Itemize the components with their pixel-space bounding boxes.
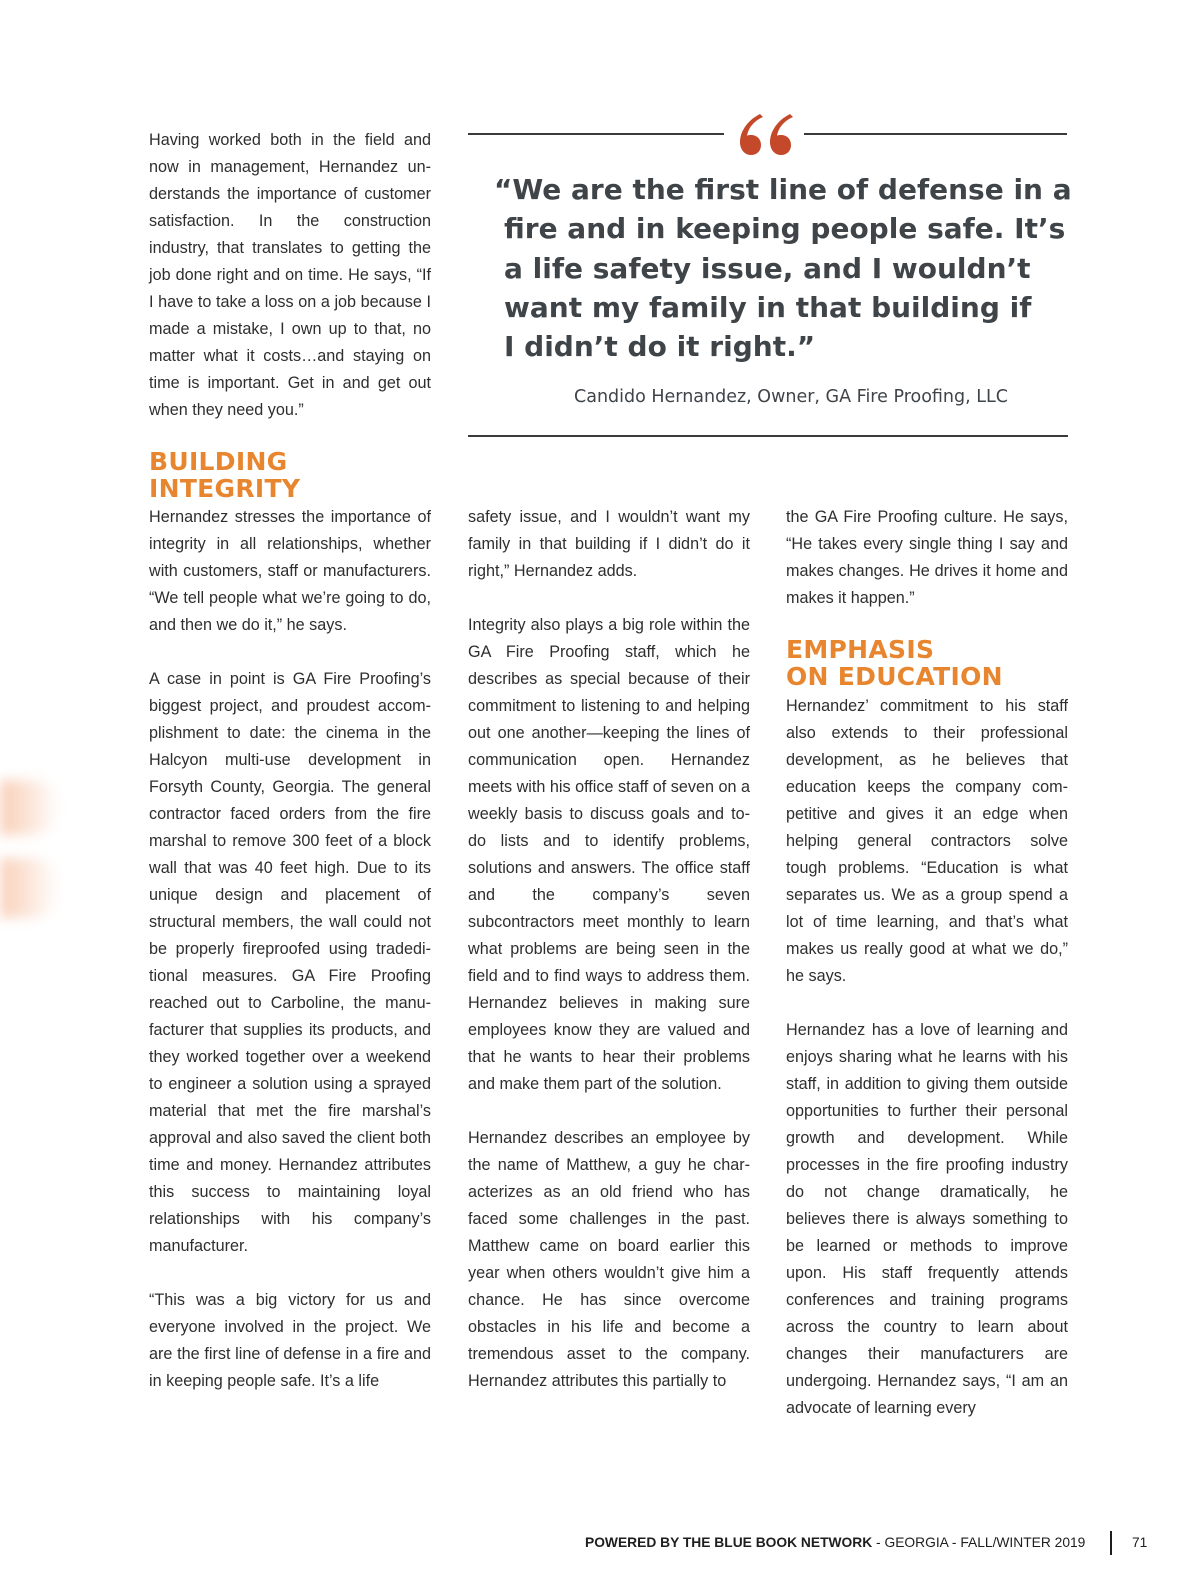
pull-quote-rule-left [468,133,724,135]
article-column-right [786,693,1068,1422]
pull-quote-line: a life safety issue, and I wouldn’t [504,251,1031,285]
footer-divider [1110,1531,1112,1555]
body-paragraph: the GA Fire Proofing culture. He says, “He takes every single thing I say and makes changes. He drives it home and makes it happen.” [786,508,1068,607]
page-footer [585,1535,1085,1550]
decorative-splash [0,780,60,835]
body-paragraph: Hernandez describes an employee by the name of Matthew, a guy he characterizes as an old friend who has faced some challenges in the past. Matthew came on board earlier this year when others wouldn’t give him a chance. He has since overcome obstacles in his life and become a tremendous asset to the company. Hernandez attributes this partially to [468,1129,750,1390]
footer-brand: POWERED BY THE BLUE BOOK NETWORK [585,1535,873,1550]
section-heading-emphasis-on-education [786,636,1003,690]
pull-quote-rule-right [804,133,1067,135]
body-paragraph: “This was a big victory for us and everyone involved in the project. We are the first line of defense in a fire and in keeping people safe. It’s a life [149,1291,431,1390]
body-paragraph: A case in point is GA Fire Proofing’s biggest project, and proudest accomplishment to date: the cinema in the Halcyon multi-use development in Forsyth County, Georgia. The general contractor faced orders from the fire marshal to remove 300 feet of a block wall that was 40 feet high. Due to its unique design and placement of structural members, the wall could not be properly fireproofed using tradeditional measures. GA Fire Proofing reached out to Carboline, the manufacturer that supplies its products, and they worked together over a weekend to engineer a solution using a sprayed material that met the fire marshal’s approval and also saved the client both time and money. Hernandez attributes this success to maintaining loyal relationships with his company’s manufacturer. [149,670,431,1255]
body-paragraph: safety issue, and I wouldn’t want my family in that building if I didn’t do it right,” Hernandez adds. [468,508,750,580]
heading-line: BUILDING [149,447,288,476]
pull-quote-line: fire and in keeping people safe. It’s [504,212,1066,246]
heading-line: EMPHASIS [786,635,935,664]
pull-quote-attribution: Candido Hernandez, Owner, GA Fire Proofing, LLC [574,387,1008,407]
pull-quote-line: I didn’t do it right.” [504,330,816,364]
body-paragraph: Hernandez stresses the importance of integrity in all relationships, whether with customers, staff or manufacturers. “We tell people what we’re going to do, and then we do it,” he says. [149,508,431,634]
body-paragraph: Integrity also plays a big role within the GA Fire Proofing staff, which he describes as special because of their commitment to listening to and helping out one another—keeping the lines of communication open. Hernandez meets with his office staff of seven on a weekly basis to discuss goals and to-do lists and to identify problems, solutions and answers. The office staff and the company’s seven subcontractors meet monthly to learn what problems are being seen in the field and to find ways to address them. Hernandez believes in making sure employees know they are valued and that he wants to hear their problems and make them part of the solution. [468,616,750,1093]
article-column-left [149,504,431,1395]
article-column-middle [468,504,750,1395]
body-paragraph: Hernandez’ commitment to his staff also extends to their professional development, as he believes that education keeps the company competitive and gives it an edge when helping general contractors solve tough problems. “Education is what separates us. We as a group spend a lot of time learning, and that’s what makes us really good at what we do,” he says. [786,697,1068,985]
heading-line: ON EDUCATION [786,662,1003,691]
heading-line: INTEGRITY [149,474,301,503]
pull-quote-text [494,170,1072,366]
page-number: 71 [1132,1535,1148,1550]
pull-quote-line: want my family in that building if [504,290,1032,324]
footer-edition: - GEORGIA - FALL/WINTER 2019 [872,1535,1086,1550]
decorative-splash [0,858,60,918]
article-column-right-intro [786,504,1068,612]
pull-quote-line: “We are the first line of defense in a [494,173,1072,206]
article-column-left-intro [149,127,431,424]
body-paragraph: Hernandez has a love of learning and enjoys sharing what he learns with his staff, in addition to giving them outside opportunities to further their personal growth and development. While processes in the fire proofing industry do not change dramatically, he believes there is always something to be learned or methods to improve upon. His staff frequently attends conferences and training programs across the country to learn about changes their manufacturers are undergoing. Hernandez says, “I am an advocate of learning every [786,1021,1068,1417]
pull-quote-rule-bottom [468,435,1068,437]
body-paragraph: Having worked both in the field and now in management, Hernandez understands the importance of customer satisfaction. In the construction industry, that translates to getting the job done right and on time. He says, “If I have to take a loss on a job because I made a mistake, I own up to that, no matter what it costs…and staying on time is important. Get in and get out when they need you.” [149,131,431,419]
section-heading-building-integrity [149,448,300,502]
quotation-mark-icon [734,104,798,164]
